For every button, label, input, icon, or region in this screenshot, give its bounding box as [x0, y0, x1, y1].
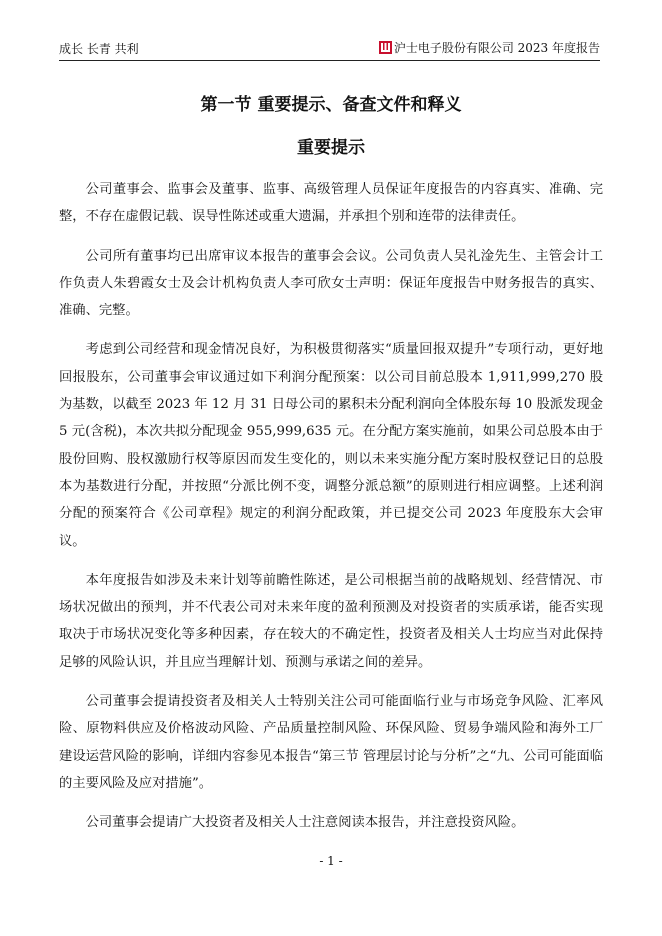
paragraph-directors-statement: 公司所有董事均已出席审议本报告的董事会会议。公司负责人吴礼淦先生、主管会计工作负责人朱碧霞女士及会计机构负责人李可欣女士声明：保证年度报告中财务报告的真实、准确、完整。: [59, 248, 603, 319]
paragraph-risk-factors: 公司董事会提请投资者及相关人士特别关注公司可能面临行业与市场竞争风险、汇率风险、原物料供应及价格波动风险、产品质量控制风险、环保风险、贸易争端风险和海外工厂建设运营风险的影响，详细内容参见本报告“第三节 管理层讨论与分析”之“九、公司可能面临的主要风险及应对措施”。: [59, 694, 603, 791]
header-report-title: [379, 39, 600, 56]
section-title: 重要提示: [297, 138, 365, 158]
header-divider: [59, 60, 600, 61]
header-report-title-text: 沪士电子股份有限公司 2023 年度报告: [393, 41, 600, 55]
paragraph-investment-risk: 公司董事会提请广大投资者及相关人士注意阅读本报告，并注意投资风险。: [85, 815, 525, 831]
wus-logo-icon: [379, 41, 392, 54]
chapter-title: 第一节 重要提示、备查文件和释义: [200, 95, 462, 115]
body-text: [59, 176, 603, 849]
paragraph-responsibility: 公司董事会、监事会及董事、监事、高级管理人员保证年度报告的内容真实、准确、完整，不存在虚假记载、误导性陈述或重大遗漏，并承担个别和连带的法律责任。: [59, 182, 603, 225]
header-slogan: 成长 长青 共利: [59, 42, 139, 56]
page-number: - 1 -: [319, 854, 343, 868]
paragraph-profit-distribution: 考虑到公司经营和现金情况良好，为积极贯彻落实“质量回报双提升”专项行动，更好地回报股东，公司董事会审议通过如下利润分配预案：以公司目前总股本 1,911,999,270 股为基数，以截至 2023 年 12 月 31 日母公司的累积未分配利润向全体股东每 10 股派发现金 5 元(含税)，本次共拟分配现金 955,999,635 元。在分配方案实施前，如果公司总股本由于股份回购、股权激励行权等原因而发生变化的，则以未来实施分配方案时股权登记日的总股本为基数进行分配，并按照“分派比例不变，调整分派总额”的原则进行相应调整。上述利润分配的预案符合《公司章程》规定的利润分配政策，并已提交公司 2023 年度股东大会审议。: [59, 342, 603, 549]
paragraph-forward-looking: 本年度报告如涉及未来计划等前瞻性陈述，是公司根据当前的战略规划、经营情况、市场状况做出的预判，并不代表公司对未来年度的盈利预测及对投资者的实质承诺，能否实现取决于市场状况变化等多种因素，存在较大的不确定性，投资者及相关人士均应当对此保持足够的风险认识，并且应当理解计划、预测与承诺之间的差异。: [59, 572, 603, 670]
